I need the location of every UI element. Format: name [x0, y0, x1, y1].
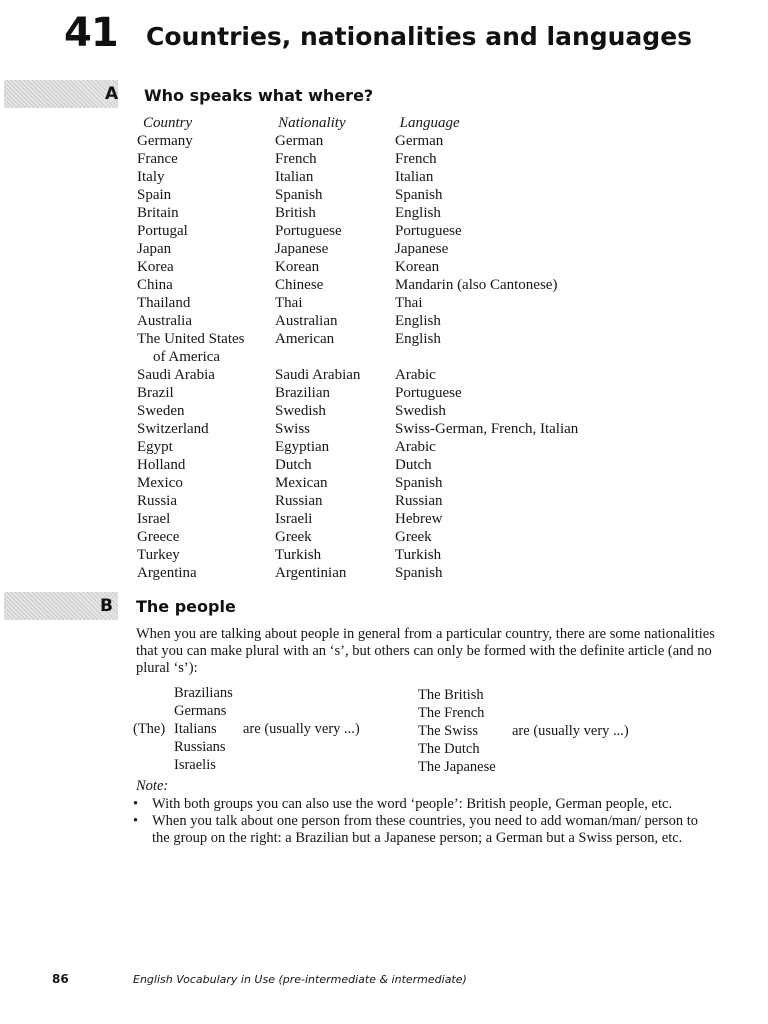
language-cell: Arabic [395, 439, 436, 455]
table-row [137, 168, 617, 186]
table-row [137, 294, 617, 312]
country-cell: Germany [137, 133, 193, 149]
table-row [137, 546, 617, 564]
country-cell: Italy [137, 169, 165, 185]
table-row [137, 564, 617, 582]
bullet-text: When you talk about one person from these countries, you need to add woman/man/ person to the group on the right: a Brazilian but a Japanese person; a German but a Swiss person, etc. [152, 813, 699, 846]
country-cell: Greece [137, 529, 180, 545]
country-cell: Israel [137, 511, 171, 527]
country-cell: Brazil [137, 385, 174, 401]
country-table [137, 114, 617, 582]
country-cell: Korea [137, 259, 174, 275]
list-item: The French [418, 705, 485, 721]
list-item: Germans [174, 703, 227, 719]
nationality-cell: Australian [275, 313, 338, 329]
language-cell: Swiss-German, French, Italian [395, 421, 579, 437]
country-cell: Britain [137, 205, 179, 221]
language-cell: English [395, 313, 441, 329]
section-b-heading: The people [136, 597, 236, 616]
nationality-cell: Swiss [275, 421, 311, 437]
table-body [137, 132, 617, 582]
nationality-cell: Saudi Arabian [275, 367, 361, 383]
language-cell: Spanish [395, 565, 443, 581]
country-cell: Saudi Arabia [137, 367, 215, 383]
unit-title: Countries, nationalities and languages [146, 22, 693, 51]
table-row [137, 438, 617, 456]
language-cell: English [395, 205, 441, 221]
language-cell: Dutch [395, 457, 432, 473]
section-b-paragraph: When you are talking about people in general from a particular country, there are some nationalities that you can make plural with an ‘s’, but others can only be formed with the definite article (and no plural ‘s’): [136, 626, 715, 676]
language-cell: Japanese [395, 241, 449, 257]
table-row [137, 402, 617, 420]
nationality-cell: British [275, 205, 316, 221]
country-cell: Spain [137, 187, 172, 203]
language-cell: Mandarin (also Cantonese) [395, 277, 558, 293]
language-cell: German [395, 133, 444, 149]
nationality-cell: American [275, 331, 335, 347]
left-group-prefix: (The) [133, 721, 166, 737]
list-item: Italians [174, 721, 217, 737]
column-header-country: Country [143, 115, 193, 131]
nationality-cell: Japanese [275, 241, 329, 257]
language-cell: Swedish [395, 403, 446, 419]
table-row [137, 312, 617, 330]
section-a-shade [4, 80, 118, 108]
left-group-suffix: are (usually very ...) [243, 721, 360, 737]
list-item: The Dutch [418, 741, 480, 757]
language-cell: Italian [395, 169, 434, 185]
table-row [137, 330, 617, 348]
table-row [137, 384, 617, 402]
country-cell: The United States [137, 331, 245, 347]
table-row [137, 510, 617, 528]
country-cell: Argentina [137, 565, 197, 581]
country-cell: Thailand [137, 295, 191, 311]
column-header-nationality: Nationality [278, 115, 346, 131]
language-cell: Turkish [395, 547, 442, 563]
list-item: Israelis [174, 757, 216, 773]
nationality-cell: Thai [275, 295, 303, 311]
section-a-heading: Who speaks what where? [144, 86, 374, 105]
section-b-letter: B [100, 596, 113, 616]
country-cell: Russia [137, 493, 178, 509]
language-cell: Spanish [395, 475, 443, 491]
nationality-cell: Swedish [275, 403, 326, 419]
nationality-cell: Chinese [275, 277, 324, 293]
country-cell: Australia [137, 313, 192, 329]
table-row [137, 150, 617, 168]
left-group-list [174, 684, 233, 774]
language-cell: English [395, 331, 441, 347]
page-number: 86 [52, 972, 69, 986]
section-a-letter: A [105, 84, 119, 104]
table-row [137, 222, 617, 240]
language-cell: Korean [395, 259, 440, 275]
list-item: Brazilians [174, 685, 233, 701]
list-item: The British [418, 687, 484, 703]
language-cell: Arabic [395, 367, 436, 383]
table-row [137, 528, 617, 546]
language-cell: Portuguese [395, 223, 462, 239]
country-cell: of America [153, 349, 221, 365]
note-label: Note: [136, 778, 169, 794]
country-cell: Holland [137, 457, 186, 473]
column-header-language: Language [399, 115, 460, 131]
country-cell: Switzerland [137, 421, 209, 437]
language-cell: Thai [395, 295, 423, 311]
table-row [137, 240, 617, 258]
table-header [137, 114, 617, 132]
nationality-cell: Argentinian [275, 565, 347, 581]
nationality-cell [286, 348, 402, 366]
nationality-cell: Mexican [275, 475, 328, 491]
country-cell: Portugal [137, 223, 188, 239]
unit-number: 41 [64, 10, 118, 56]
country-cell: Japan [137, 241, 172, 257]
language-cell: Russian [395, 493, 443, 509]
bullet-item [133, 796, 743, 813]
table-row [137, 348, 617, 366]
table-row [137, 366, 617, 384]
nationality-cell: Russian [275, 493, 323, 509]
nationality-cell: Italian [275, 169, 314, 185]
nationality-cell: Israeli [275, 511, 313, 527]
nationality-cell: Spanish [275, 187, 323, 203]
country-cell: Sweden [137, 403, 185, 419]
bullet-text: With both groups you can also use the word ‘people’: British people, German people, etc. [152, 796, 673, 812]
table-row [137, 474, 617, 492]
list-item: The Japanese [418, 759, 496, 775]
nationality-cell: Dutch [275, 457, 312, 473]
table-row [137, 420, 617, 438]
book-title: English Vocabulary in Use (pre-intermediate & intermediate) [133, 973, 467, 986]
nationality-cell: Greek [275, 529, 312, 545]
table-row [137, 132, 617, 150]
table-row [137, 456, 617, 474]
nationality-cell: German [275, 133, 324, 149]
bullet-dot-icon: • [133, 813, 139, 829]
language-cell: Spanish [395, 187, 443, 203]
table-row [137, 492, 617, 510]
table-row [137, 204, 617, 222]
country-cell: Turkey [137, 547, 180, 563]
table-row [137, 258, 617, 276]
bullet-dot-icon: • [133, 796, 139, 812]
language-cell: Hebrew [395, 511, 443, 527]
nationality-cell: French [275, 151, 317, 167]
country-cell: Mexico [137, 475, 183, 491]
country-cell: Egypt [137, 439, 173, 455]
language-cell: French [395, 151, 437, 167]
right-group-suffix: are (usually very ...) [512, 723, 629, 739]
list-item: Russians [174, 739, 226, 755]
country-cell: China [137, 277, 173, 293]
language-cell [402, 348, 617, 366]
country-cell: France [137, 151, 178, 167]
bullet-item [133, 813, 713, 846]
nationality-cell: Korean [275, 259, 320, 275]
nationality-cell: Turkish [275, 547, 322, 563]
nationality-cell: Brazilian [275, 385, 330, 401]
right-group-list [418, 686, 496, 776]
table-row [137, 276, 617, 294]
table-row [137, 186, 617, 204]
list-item: The Swiss [418, 723, 479, 739]
language-cell: Greek [395, 529, 432, 545]
nationality-cell: Portuguese [275, 223, 342, 239]
language-cell: Portuguese [395, 385, 462, 401]
nationality-cell: Egyptian [275, 439, 330, 455]
